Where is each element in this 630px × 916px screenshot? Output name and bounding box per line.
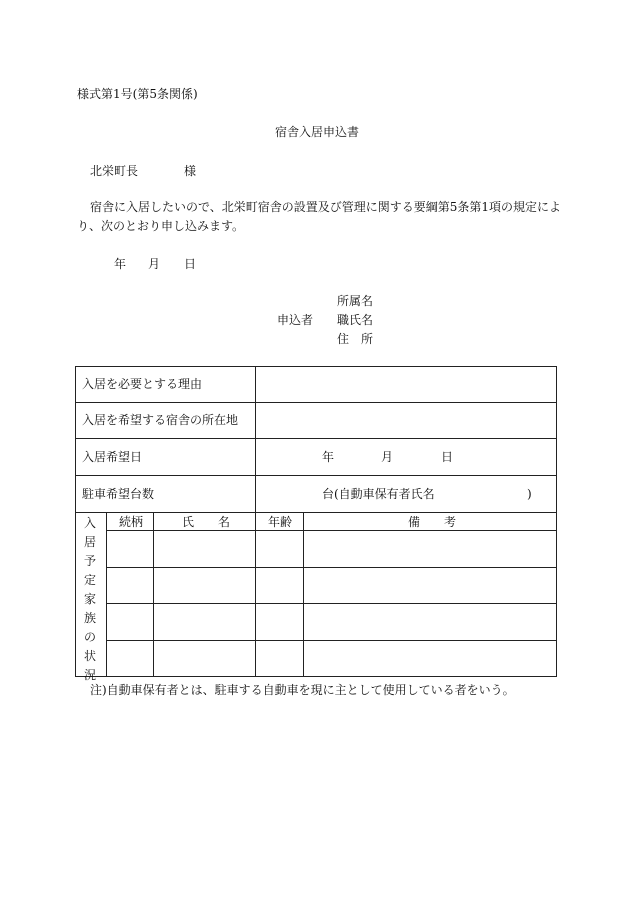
body-text-line1: 宿舎に入居したいので、北栄町宿舎の設置及び管理に関する要綱第5条第1項の規定によ [90, 200, 562, 214]
row-label-reason: 入居を必要とする理由 [82, 377, 203, 391]
applicant-label: 申込者 [277, 313, 314, 327]
form-number: 様式第1号(第5条関係) [77, 87, 198, 101]
move-in-year: 年 [322, 450, 335, 464]
header-relation: 続柄 [119, 515, 144, 529]
applicant-affiliation-label: 所属名 [337, 294, 374, 308]
row-label-move-in-date: 入居希望日 [82, 450, 143, 464]
move-in-day: 日 [441, 450, 454, 464]
family-section-label: 入 居 予 定 家 族 の 状 況 [83, 516, 96, 682]
row-label-parking: 駐車希望台数 [82, 487, 155, 501]
parking-owner-suffix: ) [527, 487, 532, 501]
move-in-month: 月 [381, 450, 394, 464]
body-text-line2: り、次のとおり申し込みます。 [77, 219, 245, 233]
addressee-honorific: 様 [184, 164, 197, 178]
footnote: 注)自動車保有者とは、駐車する自動車を現に主として使用している者をいう。 [90, 683, 515, 697]
header-name: 氏 名 [182, 515, 231, 529]
page-title: 宿舎入居申込書 [275, 125, 360, 139]
applicant-address-label: 住 所 [337, 332, 374, 346]
parking-owner-prefix: 台(自動車保有者氏名 [322, 487, 435, 501]
date-day: 日 [184, 257, 197, 271]
date-month: 月 [148, 257, 161, 271]
header-age: 年齢 [268, 515, 293, 529]
row-label-location: 入居を希望する宿舎の所在地 [82, 413, 239, 427]
addressee-name: 北栄町長 [90, 164, 139, 178]
applicant-position-name-label: 職氏名 [337, 313, 374, 327]
date-year: 年 [114, 257, 127, 271]
header-remarks: 備 考 [408, 515, 457, 529]
